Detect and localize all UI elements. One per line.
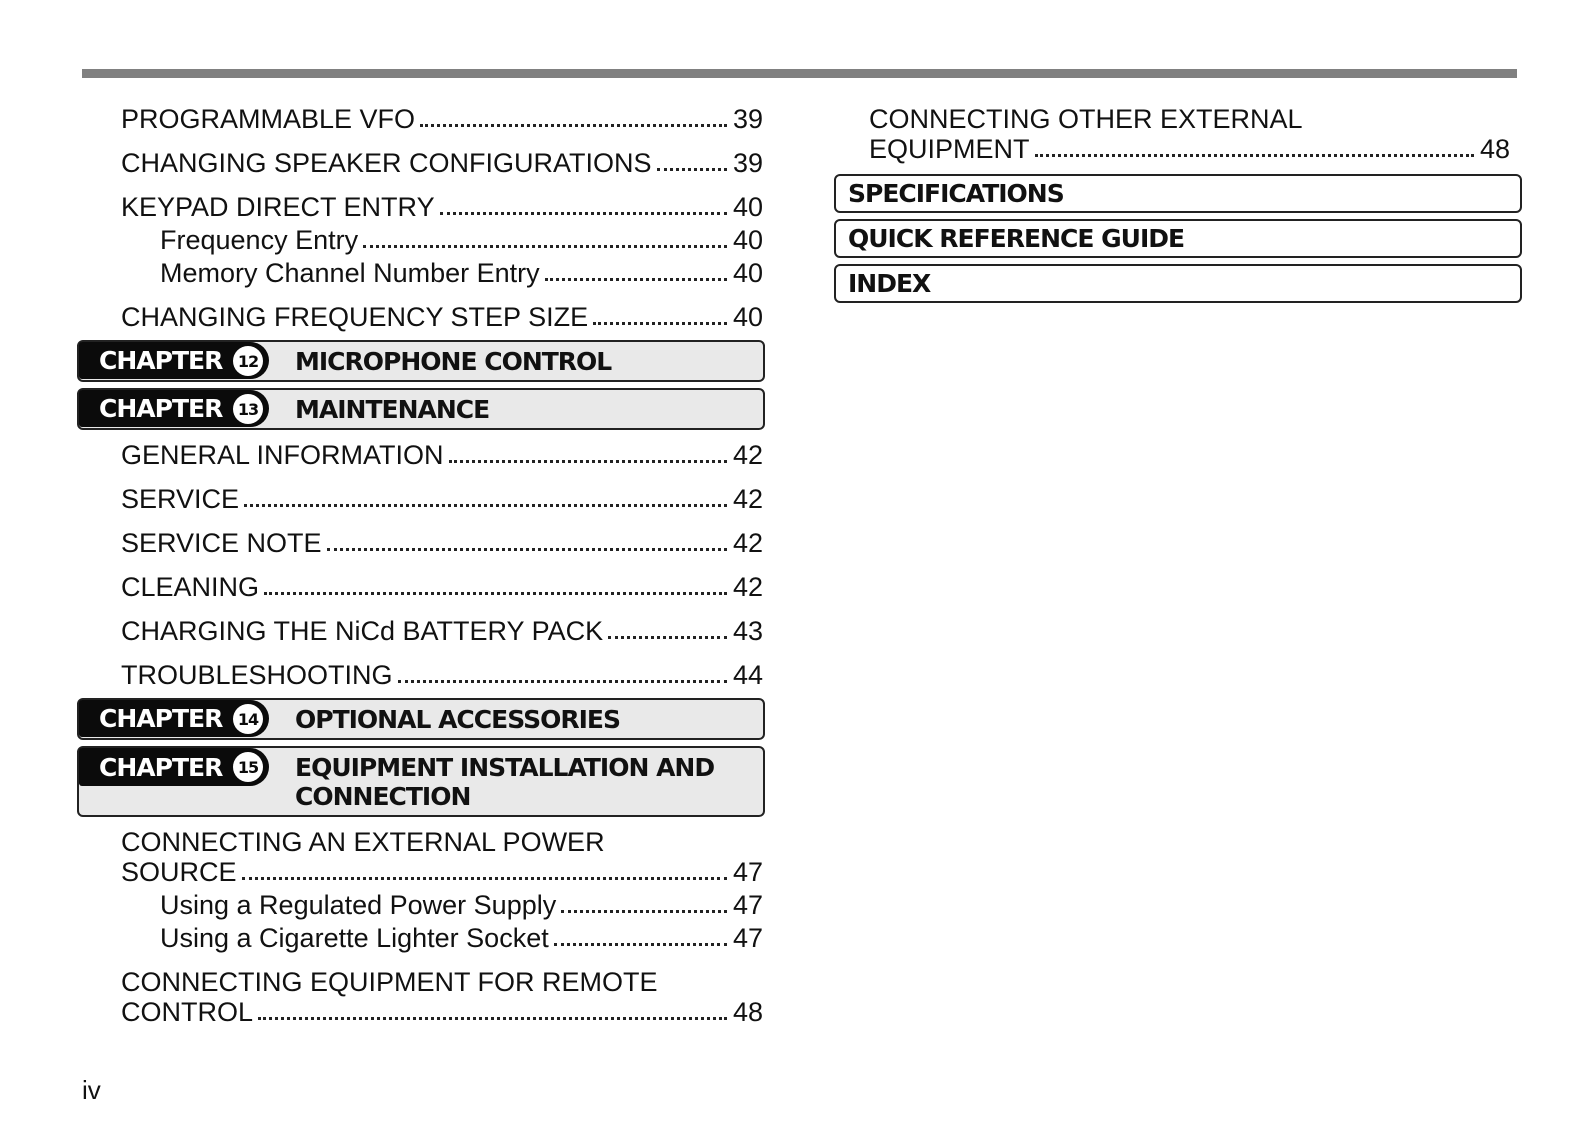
- toc-entry[interactable]: [77, 148, 765, 178]
- dot-leader: [244, 504, 727, 507]
- dot-leader: [363, 245, 727, 248]
- toc-entry[interactable]: [834, 104, 1522, 164]
- chapter-label: CHAPTER: [99, 704, 223, 733]
- toc-entry-title: SERVICE NOTE: [121, 528, 322, 558]
- chapter-title: MAINTENANCE: [295, 395, 490, 424]
- toc-entry-title: CONNECTING OTHER EXTERNAL: [869, 104, 1303, 134]
- dot-leader: [327, 548, 727, 551]
- toc-entry-title: CHARGING THE NiCd BATTERY PACK: [121, 616, 604, 646]
- toc-left-column: [77, 104, 765, 1041]
- toc-entry[interactable]: [77, 572, 765, 602]
- toc-entry-line2: [121, 857, 763, 887]
- toc-entry[interactable]: [77, 484, 765, 514]
- dot-leader: [593, 322, 727, 325]
- toc-entry-page: 48: [732, 997, 763, 1027]
- toc-entry-page: 44: [732, 660, 763, 690]
- dot-leader: [398, 680, 727, 683]
- toc-entry-title: CONNECTING AN EXTERNAL POWER: [121, 827, 605, 857]
- toc-entry[interactable]: [77, 967, 765, 1027]
- toc-entry-title: TROUBLESHOOTING: [121, 660, 393, 690]
- toc-subentry-title: Using a Cigarette Lighter Socket: [160, 923, 549, 953]
- toc-entry-title-cont: SOURCE: [121, 857, 237, 887]
- dot-leader: [264, 592, 727, 595]
- chapter-label: CHAPTER: [99, 752, 223, 782]
- toc-entry-page: 39: [732, 148, 763, 178]
- toc-right-column: [834, 104, 1522, 309]
- toc-subentry-page: 47: [732, 890, 763, 920]
- toc-subentry-page: 40: [732, 258, 763, 288]
- toc-entry-page: 48: [1479, 134, 1510, 164]
- toc-entry-page: 47: [732, 857, 763, 887]
- chapter-13-heading[interactable]: [77, 388, 765, 430]
- chapter-title: [269, 748, 714, 815]
- toc-entry-page: 42: [732, 440, 763, 470]
- dot-leader: [258, 1017, 727, 1020]
- page-number: iv: [82, 1075, 101, 1105]
- specifications-heading[interactable]: SPECIFICATIONS: [834, 174, 1522, 213]
- chapter-14-heading[interactable]: [77, 698, 765, 740]
- chapter-number-badge: 12: [233, 346, 263, 376]
- toc-subentry-page: 40: [732, 225, 763, 255]
- toc-subentry-title: Memory Channel Number Entry: [160, 258, 540, 288]
- toc-entry-title: GENERAL INFORMATION: [121, 440, 444, 470]
- toc-entry-page: 42: [732, 572, 763, 602]
- chapter-title: MICROPHONE CONTROL: [295, 347, 612, 376]
- chapter-title-line: CONNECTION: [295, 782, 471, 811]
- toc-entry[interactable]: [77, 528, 765, 558]
- toc-entry-title: CHANGING FREQUENCY STEP SIZE: [121, 302, 589, 332]
- chapter-number-badge: 15: [233, 752, 263, 782]
- toc-subentry-title: Using a Regulated Power Supply: [160, 890, 557, 920]
- top-rule: [82, 69, 1517, 78]
- quick-reference-guide-heading[interactable]: QUICK REFERENCE GUIDE: [834, 219, 1522, 258]
- toc-entry-title: CLEANING: [121, 572, 260, 602]
- dot-leader: [449, 460, 727, 463]
- dot-leader: [554, 943, 727, 946]
- toc-entry-line2: [869, 134, 1510, 164]
- dot-leader: [1035, 154, 1474, 157]
- chapter-12-heading[interactable]: [77, 340, 765, 382]
- chapter-label: CHAPTER: [99, 346, 223, 375]
- toc-entry[interactable]: [77, 302, 765, 332]
- toc-entry-title: CHANGING SPEAKER CONFIGURATIONS: [121, 148, 652, 178]
- dot-leader: [440, 212, 727, 215]
- toc-entry-title: KEYPAD DIRECT ENTRY: [121, 192, 435, 222]
- chapter-title-line: EQUIPMENT INSTALLATION AND: [295, 753, 715, 782]
- toc-entry-title: PROGRAMMABLE VFO: [121, 104, 416, 134]
- toc-entry-page: 40: [732, 192, 763, 222]
- toc-entry-page: 43: [732, 616, 763, 646]
- index-heading[interactable]: INDEX: [834, 264, 1522, 303]
- toc-entry[interactable]: [77, 104, 765, 134]
- toc-entry[interactable]: [77, 192, 765, 222]
- toc-entry[interactable]: [77, 440, 765, 470]
- toc-subentry[interactable]: [77, 923, 765, 953]
- toc-subentry[interactable]: [77, 890, 765, 920]
- toc-entry-title-cont: CONTROL: [121, 997, 254, 1027]
- toc-subentry-title: Frequency Entry: [160, 225, 359, 255]
- toc-entry[interactable]: [77, 827, 765, 887]
- toc-subentry[interactable]: [77, 225, 765, 255]
- dot-leader: [242, 877, 727, 880]
- toc-entry-page: 42: [732, 484, 763, 514]
- chapter-number-badge: 14: [233, 704, 263, 734]
- toc-entry-title: CONNECTING EQUIPMENT FOR REMOTE: [121, 967, 658, 997]
- toc-entry[interactable]: [77, 660, 765, 690]
- toc-subentry-page: 47: [732, 923, 763, 953]
- chapter-tag: [79, 342, 269, 379]
- dot-leader: [561, 910, 727, 913]
- chapter-tag: [79, 390, 269, 427]
- toc-entry-title-cont: EQUIPMENT: [869, 134, 1030, 164]
- chapter-tag: [79, 700, 269, 737]
- chapter-label: CHAPTER: [99, 394, 223, 423]
- dot-leader: [657, 168, 727, 171]
- dot-leader: [545, 278, 727, 281]
- toc-subentry[interactable]: [77, 258, 765, 288]
- toc-entry-line2: [121, 997, 763, 1027]
- chapter-number-badge: 13: [233, 394, 263, 424]
- toc-entry-title: SERVICE: [121, 484, 240, 514]
- chapter-title: OPTIONAL ACCESSORIES: [295, 705, 620, 734]
- toc-entry-page: 40: [732, 302, 763, 332]
- toc-entry[interactable]: [77, 616, 765, 646]
- chapter-15-heading[interactable]: [77, 746, 765, 817]
- toc-entry-page: 39: [732, 104, 763, 134]
- toc-entry-page: 42: [732, 528, 763, 558]
- dot-leader: [420, 124, 727, 127]
- chapter-tag: [79, 748, 269, 786]
- dot-leader: [608, 636, 727, 639]
